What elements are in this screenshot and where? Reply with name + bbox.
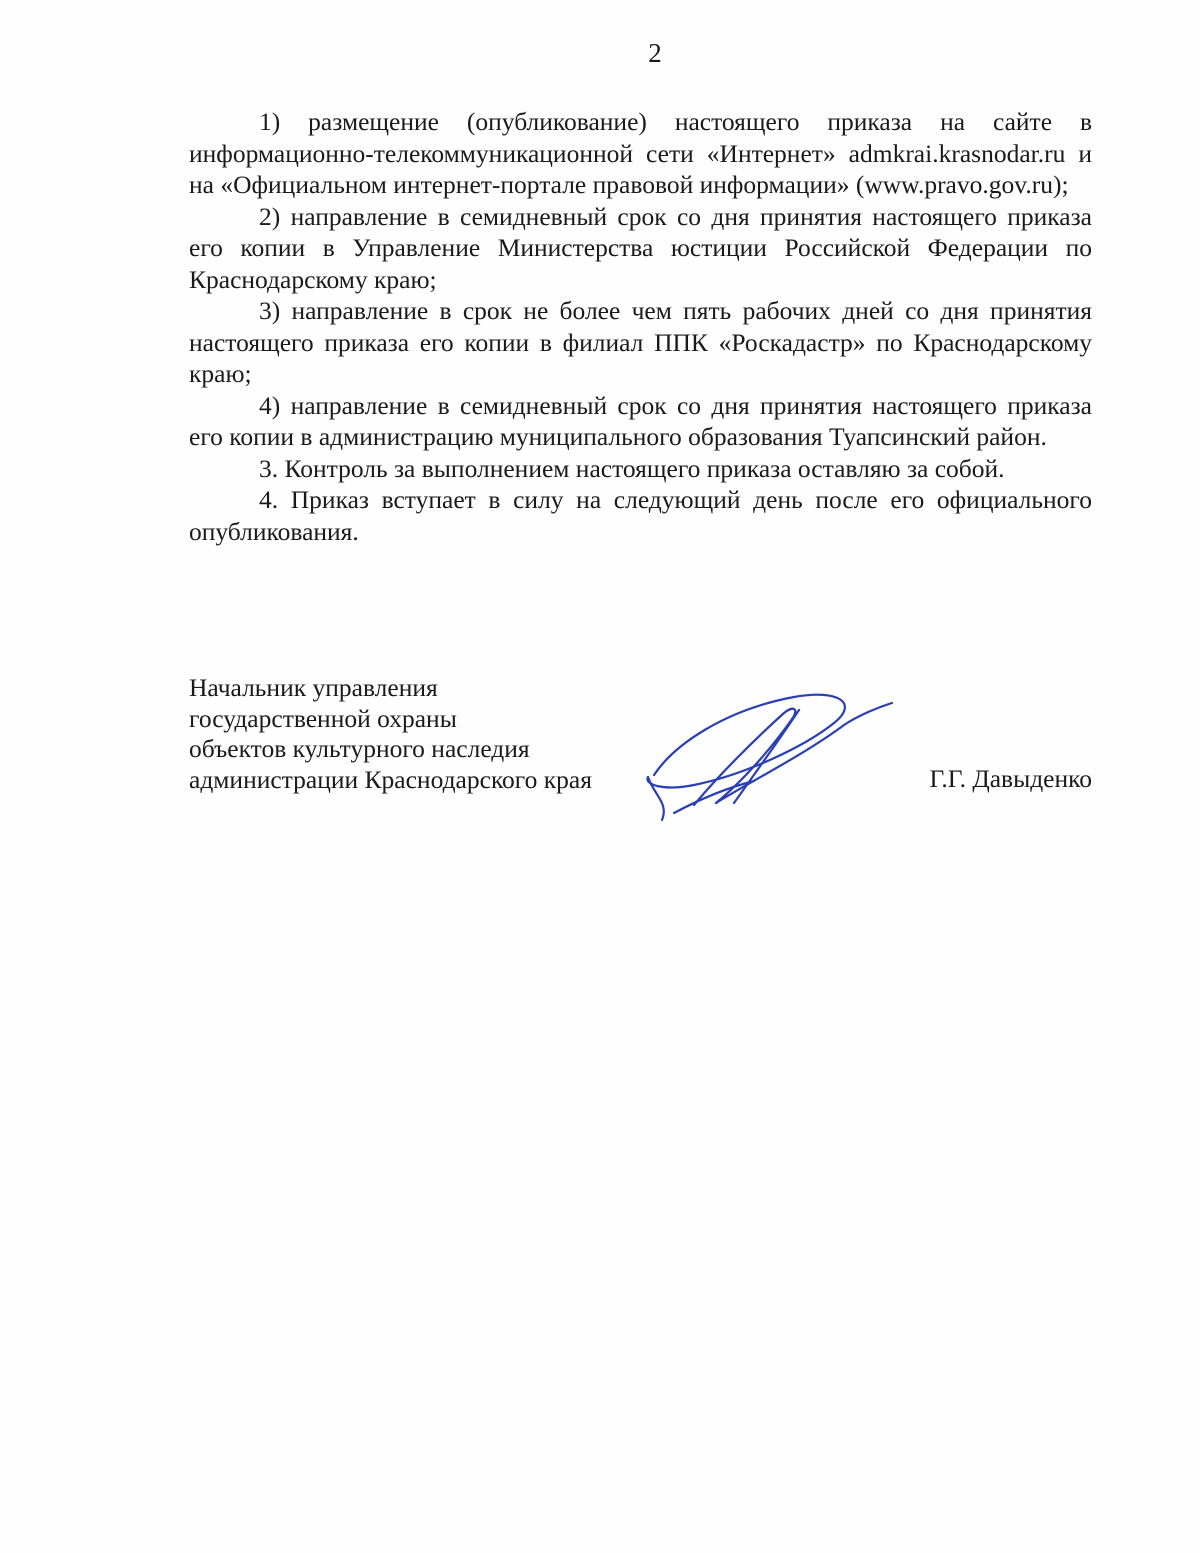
paragraph-control: 3. Контроль за выполнением настоящего приказа оставляю за собой. [259,453,1005,483]
signature-block [189,673,1092,833]
paragraph-justice-ministry-copy: 2) направление в семидневный срок со дня принятия настоящего приказа его копии в Управление Министерства юстиции Российской Федерации по Краснодарскому краю; [189,201,1092,294]
signer-position-line: государственной охраны [189,703,457,733]
handwritten-signature [634,685,894,825]
signer-position [189,673,592,795]
document-body [189,106,1092,547]
signer-name: Г.Г. Давыденко [929,764,1092,793]
page-number: 2 [648,38,662,68]
paragraph-publication: 1) размещение (опубликование) настоящего приказа на сайте в информационно-телекоммуникационной сети «Интернет» admkrai.krasnodar.ru и на «Официальном интернет-портале правовой информации» (www.pravo.gov.ru); [189,107,1092,199]
paragraph-entry-into-force: 4. Приказ вступает в силу на следующий день после его официального опубликования. [189,485,1092,546]
paragraph-municipality-copy: 4) направление в семидневный срок со дня принятия настоящего приказа его копии в администрацию муниципального образования Туапсинский район. [189,390,1092,451]
paragraph-roskadastr-copy: 3) направление в срок не более чем пять рабочих дней со дня принятия настоящего приказа его копии в филиал ППК «Роскадастр» по Краснодарскому краю; [189,296,1092,388]
signer-position-line: объектов культурного наследия [189,734,530,763]
signer-position-line: Начальник управления [189,673,438,702]
signer-position-line: администрации Краснодарского края [189,764,592,794]
